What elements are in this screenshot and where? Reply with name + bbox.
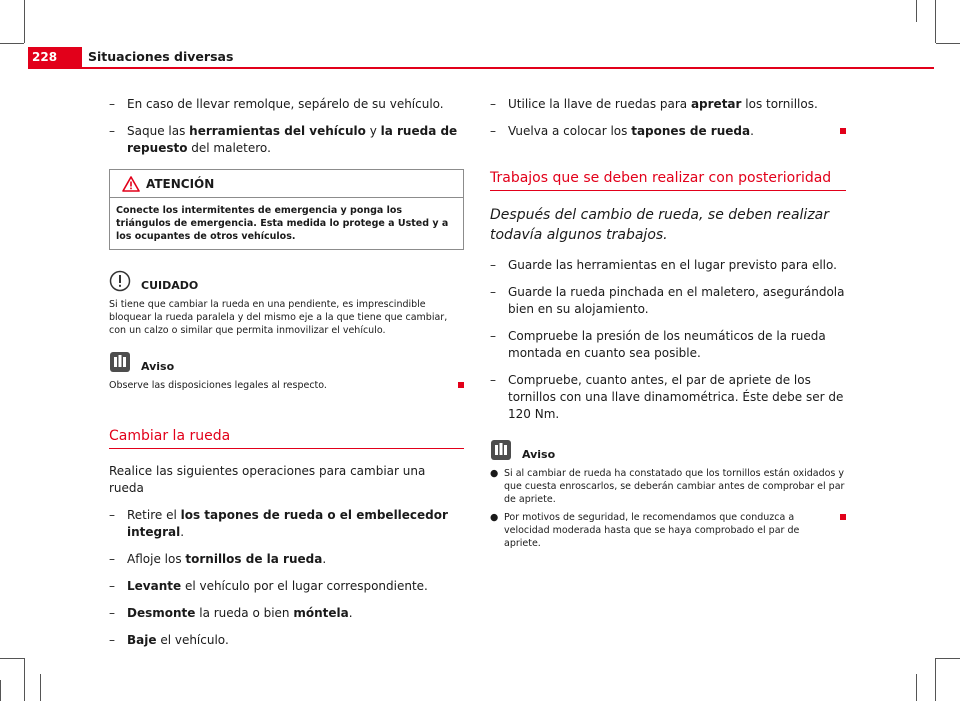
list-item [109, 632, 464, 649]
item-bold: Baje [127, 633, 157, 647]
bullet-text: Si al cambiar de rueda ha constatado que los tornillos están oxidados y que cuesta enroscarlos, se deberán cambiar antes de comprobar el par de apriete. [504, 468, 845, 505]
item-bold: la rueda de repuesto [127, 124, 458, 155]
item-text: la rueda o bien [195, 606, 294, 620]
warning-box [109, 169, 464, 250]
item-text: En caso de llevar remolque, sepárelo de su vehículo. [127, 97, 444, 111]
list-item [109, 123, 464, 157]
dash-glyph: – [490, 285, 496, 299]
dash-glyph: – [109, 97, 115, 111]
list-item [109, 551, 464, 568]
bullet-item [490, 511, 846, 550]
dash-glyph: – [490, 258, 496, 272]
crop-mark [935, 0, 936, 43]
info-header [490, 439, 846, 463]
item-text: los tornillos. [741, 97, 818, 111]
caution-body: Si tiene que cambiar la rueda en una pendiente, es imprescindible bloquear la rueda paralela y del mismo eje a la que tiene que cambiar, con un calzo o similar que permita inmovilizar el vehículo. [109, 299, 448, 336]
list-item [109, 578, 464, 595]
caution-title: CUIDADO [141, 279, 199, 292]
item-text: . [348, 606, 353, 620]
crop-mark [0, 43, 24, 44]
list-item [490, 257, 846, 274]
item-bold: herramientas del vehículo [189, 124, 366, 138]
section-end-mark [840, 514, 846, 520]
crop-mark [935, 658, 936, 701]
info-icon [109, 351, 131, 373]
info-body [109, 379, 464, 392]
item-bold: tapones de rueda [631, 124, 751, 138]
info-text: Observe las disposiciones legales al respecto. [109, 380, 327, 391]
list-item [109, 605, 464, 622]
item-text: . [322, 552, 327, 566]
dash-glyph: – [109, 552, 115, 566]
bullet-glyph: ● [490, 468, 499, 479]
crop-mark [936, 43, 960, 44]
item-text: Compruebe la presión de los neumáticos de la rueda montada en cuanto sea posible. [508, 329, 826, 360]
list-item [490, 372, 846, 423]
info-note [490, 439, 846, 550]
item-bold: móntela [293, 606, 349, 620]
dash-glyph: – [109, 633, 115, 647]
item-bold: Desmonte [127, 606, 196, 620]
item-text: y [365, 124, 381, 138]
info-title: Aviso [141, 360, 175, 373]
info-title: Aviso [522, 448, 556, 461]
dash-glyph: – [490, 97, 496, 111]
dash-glyph: – [109, 124, 115, 138]
info-header [109, 351, 464, 375]
caution-note [109, 270, 464, 337]
bullet-text: Por motivos de seguridad, le recomendamos que conduzca a velocidad moderada hasta que se haya comprobado el par de apriete. [504, 512, 800, 549]
item-text: Retire el [127, 508, 181, 522]
list-item [490, 284, 846, 318]
item-bold: Levante [127, 579, 182, 593]
warning-body: Conecte los intermitentes de emergencia y ponga los triángulos de emergencia. Esta medida lo protege a Usted y a los ocupantes de otros vehículos. [116, 205, 449, 242]
crop-mark [916, 674, 917, 701]
item-text: Afloje los [127, 552, 186, 566]
info-icon [490, 439, 512, 461]
bullet-item [490, 467, 846, 506]
item-text: el vehículo por el lugar correspondiente. [181, 579, 428, 593]
dash-glyph: – [109, 508, 115, 522]
info-note [109, 351, 464, 392]
crop-mark [24, 0, 25, 43]
item-text: del maletero. [187, 141, 271, 155]
item-text: Guarde la rueda pinchada en el maletero, asegurándola bien en su alojamiento. [508, 285, 845, 316]
list-item [490, 96, 846, 113]
item-text: Saque las [127, 124, 190, 138]
warning-header [110, 170, 463, 198]
item-text: Compruebe, cuanto antes, el par de apriete de los tornillos con una llave dinamométrica. Éste debe ser de 120 Nm. [508, 373, 844, 421]
crop-mark [0, 658, 24, 659]
item-text: Guarde las herramientas en el lugar previsto para ello. [508, 258, 837, 272]
list-item [490, 123, 846, 140]
crop-mark [24, 658, 25, 701]
item-text: Utilice la llave de ruedas para [508, 97, 691, 111]
crop-mark [936, 658, 960, 659]
item-text: . [750, 124, 754, 138]
crop-mark [0, 680, 1, 701]
warning-title: ATENCIÓN [146, 177, 215, 191]
warning-triangle-icon [122, 176, 140, 192]
header-title: Situaciones diversas [88, 49, 234, 64]
item-text: el vehículo. [156, 633, 229, 647]
section-end-mark [458, 382, 464, 388]
info-body [490, 467, 846, 550]
item-text: Vuelva a colocar los [508, 124, 632, 138]
section-end-mark [840, 128, 846, 134]
right-column [490, 96, 846, 564]
item-text: . [180, 525, 185, 539]
dash-glyph: – [109, 606, 115, 620]
dash-glyph: – [109, 579, 115, 593]
crop-mark [916, 0, 917, 22]
dash-glyph: – [490, 373, 496, 387]
section-title: Cambiar la rueda [109, 428, 464, 449]
list-item [109, 96, 464, 113]
dash-glyph: – [490, 329, 496, 343]
page-number: 228 [28, 47, 82, 67]
header-rule [28, 67, 934, 69]
bullet-glyph: ● [490, 512, 499, 523]
list-item [109, 507, 464, 541]
crop-mark [40, 674, 41, 701]
exclamation-circle-icon [109, 270, 131, 292]
section-title: Trabajos que se deben realizar con posterioridad [490, 170, 846, 191]
caution-header [109, 270, 464, 294]
dash-glyph: – [490, 124, 496, 138]
section-intro: Realice las siguientes operaciones para cambiar una rueda [109, 464, 426, 495]
section-intro: Después del cambio de rueda, se deben realizar todavía algunos trabajos. [490, 207, 830, 243]
item-bold: tornillos de la rueda [185, 552, 323, 566]
item-bold: los tapones de rueda o el embellecedor integral [127, 508, 448, 539]
left-column [109, 96, 464, 659]
list-item [490, 328, 846, 362]
item-bold: apretar [690, 97, 742, 111]
